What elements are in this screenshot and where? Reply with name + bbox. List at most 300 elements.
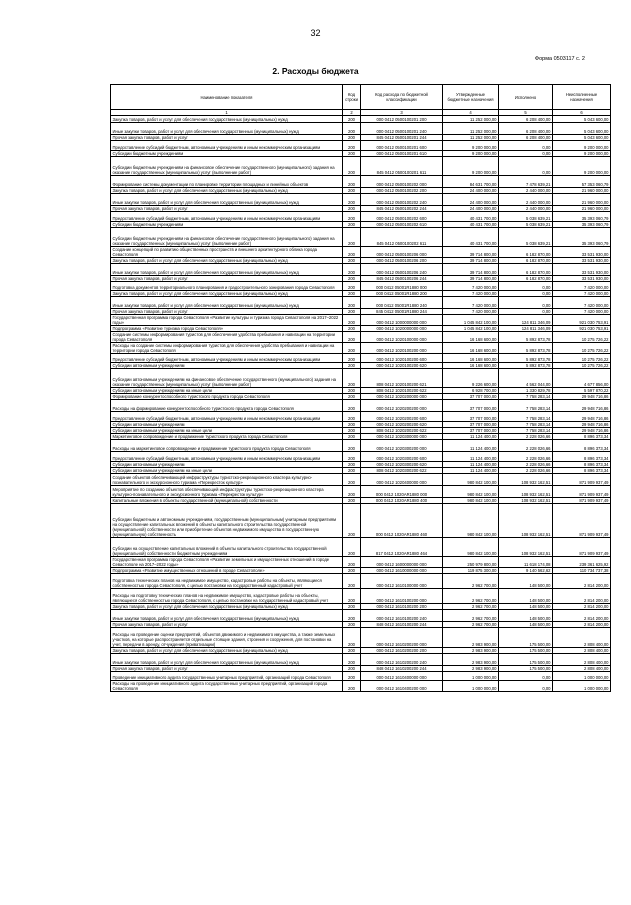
- row-approved: 24 400 000,00: [443, 206, 499, 212]
- row-line-code: 200: [343, 440, 361, 452]
- row-line-code: 200: [343, 681, 361, 692]
- row-kbk: 000 0412 1020100000 000: [361, 332, 443, 343]
- row-kbk: 000 0412 1020300000 000: [361, 434, 443, 440]
- row-name: Расходы на проведение оценки предприятий, объектов движимого и недвижимого имущества, а также земельных участков, на которые распространяется отдельные стоящие здания, строения и сооружения, для постановки на учет, передачи в аренду, отчуждения (приватизации): [111, 628, 343, 648]
- row-line-code: 200: [343, 486, 361, 498]
- table-row: [111, 123, 611, 135]
- table-row: [111, 538, 611, 557]
- column-number: 2: [343, 110, 361, 116]
- table-row: [111, 486, 611, 498]
- row-name: Субсидии автономным учреждениям: [111, 363, 343, 369]
- row-name: Иные закупки товаров, работ и услуг для обеспечения государственных (муниципальных) нужд: [111, 654, 343, 666]
- row-name: Расходы на создание системы информирования туристов для обеспечения удобства пребывания и навигации на территории города Севастополя: [111, 343, 343, 354]
- table-row: [111, 116, 611, 123]
- row-name: Субсидии на осуществление капитальных вложений в объекты капитального строительства государственной (муниципальной) собственности бюджетным учреждениям: [111, 538, 343, 557]
- row-approved: 2 962 700,00: [443, 610, 499, 622]
- row-name: Субсидии автономным учреждениям: [111, 422, 343, 428]
- row-line-code: 200: [343, 610, 361, 622]
- row-executed: 0,00: [499, 297, 553, 309]
- row-kbk: 000 0412 0500100202 000: [361, 176, 443, 188]
- row-executed: 148 500,00: [499, 622, 553, 628]
- row-executed: 148 500,00: [499, 604, 553, 610]
- row-name: Закупка товаров, работ и услуг для обеспечения государственных (муниципальных) нужд: [111, 648, 343, 654]
- row-line-code: 200: [343, 212, 361, 222]
- row-kbk: 000 0412 1610400200 000: [361, 681, 443, 692]
- column-number: 5: [499, 110, 553, 116]
- table-body: [111, 116, 611, 692]
- row-kbk: 000 0412 0500100201 600: [361, 141, 443, 151]
- row-approved: 7 420 000,00: [443, 297, 499, 309]
- row-executed: 108 932 162,51: [499, 474, 553, 486]
- row-executed: 0,00: [499, 141, 553, 151]
- row-name: Предоставление субсидий бюджетным, автономным учреждениям и иным некоммерческим организациям: [111, 141, 343, 151]
- row-line-code: 200: [343, 428, 361, 434]
- table-row: [111, 557, 611, 568]
- row-unexecuted: 29 948 716,86: [553, 422, 611, 428]
- row-unexecuted: 33 531 930,00: [553, 247, 611, 258]
- row-executed: 148 500,00: [499, 589, 553, 604]
- row-unexecuted: 110 734 737,38: [553, 568, 611, 574]
- row-line-code: 200: [343, 568, 361, 574]
- row-line-code: 200: [343, 151, 361, 157]
- row-line-code: 200: [343, 326, 361, 332]
- row-name: Иные закупки товаров, работ и услуг для обеспечения государственных (муниципальных) нужд: [111, 194, 343, 206]
- row-kbk: 000 0412 0500100202 200: [361, 188, 443, 194]
- row-kbk: 000 0412 1610100200 200: [361, 604, 443, 610]
- column-number: 4: [443, 110, 499, 116]
- row-executed: 6 208 400,00: [499, 123, 553, 135]
- row-name: Закупка товаров, работ и услуг для обеспечения государственных (муниципальных) нужд: [111, 604, 343, 610]
- row-name: Прочая закупка товаров, работ и услуг: [111, 666, 343, 672]
- row-approved: 39 714 800,00: [443, 276, 499, 282]
- row-kbk: 000 0412 0500100206 240: [361, 264, 443, 276]
- row-executed: 2 228 026,66: [499, 462, 553, 468]
- row-kbk: 000 0412 0500100201 610: [361, 151, 443, 157]
- row-line-code: 200: [343, 309, 361, 315]
- row-line-code: 200: [343, 604, 361, 610]
- row-unexecuted: 7 420 000,00: [553, 282, 611, 291]
- row-unexecuted: 29 948 716,86: [553, 412, 611, 422]
- row-name: Иные закупки товаров, работ и услуг для обеспечения государственных (муниципальных) нужд: [111, 610, 343, 622]
- row-unexecuted: 8 896 373,34: [553, 440, 611, 452]
- row-unexecuted: 8 896 373,34: [553, 468, 611, 474]
- row-line-code: 200: [343, 538, 361, 557]
- row-unexecuted: 1 000 000,00: [553, 681, 611, 692]
- row-approved: 2 962 700,00: [443, 604, 499, 610]
- row-line-code: 200: [343, 468, 361, 474]
- row-executed: 0,00: [499, 309, 553, 315]
- row-approved: 1 045 842 100,00: [443, 315, 499, 326]
- row-kbk: 000 0412 1020000000 000: [361, 326, 443, 332]
- row-unexecuted: 2 814 200,00: [553, 604, 611, 610]
- table-header-row: [111, 85, 611, 110]
- row-executed: 108 932 162,51: [499, 504, 553, 538]
- row-line-code: 200: [343, 434, 361, 440]
- row-approved: 2 962 700,00: [443, 574, 499, 589]
- column-number: 3: [361, 110, 443, 116]
- row-approved: 40 431 700,00: [443, 222, 499, 228]
- row-unexecuted: 2 808 400,00: [553, 628, 611, 648]
- row-unexecuted: 9 200 000,00: [553, 151, 611, 157]
- row-approved: 37 707 000,00: [443, 422, 499, 428]
- row-line-code: 200: [343, 400, 361, 412]
- row-kbk: 845 0412 0500100201 611: [361, 157, 443, 176]
- table-row: [111, 228, 611, 247]
- row-kbk: 000 0412 0500100201 200: [361, 116, 443, 123]
- row-approved: 37 707 000,00: [443, 428, 499, 434]
- row-executed: 1 330 829,78: [499, 388, 553, 394]
- row-kbk: 000 0412 1020300200 000: [361, 440, 443, 452]
- row-approved: 980 842 100,00: [443, 474, 499, 486]
- row-unexecuted: 2 808 400,00: [553, 648, 611, 654]
- row-unexecuted: 871 909 937,49: [553, 504, 611, 538]
- row-kbk: 000 0412 1020200200 600: [361, 412, 443, 422]
- row-kbk: 000 0412 1000000000 000: [361, 315, 443, 326]
- row-name: Субсидии бюджетным и автономным учреждениям, государственным (муниципальным) унитарным предприятиям на осуществление капитальных вложений в объекты капитального строительства государственной (муниципальной) собственности или приобретение объектов недвижимого имущества в государственную (муниципальную) собственность: [111, 504, 343, 538]
- table-row: [111, 412, 611, 422]
- row-kbk: 000 0412 1020400000 000: [361, 474, 443, 486]
- table-row: [111, 610, 611, 622]
- row-unexecuted: 921 030 753,91: [553, 315, 611, 326]
- row-unexecuted: 871 909 937,49: [553, 538, 611, 557]
- row-name: Расходы на подготовку технических планов на недвижимое имущество, кадастровые работы на объекты, являющиеся собственностью города Севастополя, с целью постановки на государственный кадастровый учет: [111, 589, 343, 604]
- row-name: Создание системы информирования туристов для обеспечения удобства пребывания и навигации на территории города Севастополя: [111, 332, 343, 343]
- row-approved: 7 420 000,00: [443, 282, 499, 291]
- row-name: Формирование системы документации по планировке территории площадных и линейных объектов: [111, 176, 343, 188]
- row-approved: 39 714 800,00: [443, 258, 499, 264]
- form-label: Форма 0503117 с. 2: [534, 56, 585, 62]
- row-unexecuted: 10 275 726,22: [553, 332, 611, 343]
- row-unexecuted: 8 896 373,34: [553, 434, 611, 440]
- row-line-code: 200: [343, 228, 361, 247]
- row-line-code: 200: [343, 498, 361, 504]
- row-unexecuted: 7 420 000,00: [553, 309, 611, 315]
- row-name: Мероприятие по созданию объектов обеспечивающей инфраструктуры туристско-рекреационного кластера культурно-познавательного и экскурсионного туризма «Перекресток культур»: [111, 486, 343, 498]
- row-unexecuted: 29 948 716,86: [553, 400, 611, 412]
- row-name: Маркетинговое сопровождение и продвижение туристского продукта города Севастополя: [111, 434, 343, 440]
- row-executed: 5 892 873,78: [499, 332, 553, 343]
- row-name: Прочая закупка товаров, работ и услуг: [111, 622, 343, 628]
- row-executed: 108 932 162,51: [499, 538, 553, 557]
- table-row: [111, 440, 611, 452]
- row-unexecuted: 33 531 930,00: [553, 258, 611, 264]
- row-approved: 980 842 100,00: [443, 498, 499, 504]
- row-line-code: 200: [343, 363, 361, 369]
- row-name: Предоставление субсидий бюджетным, автономным учреждениям и иным некоммерческим организациям: [111, 452, 343, 462]
- row-executed: 175 500,00: [499, 654, 553, 666]
- table-row: [111, 672, 611, 681]
- row-name: Предоставление субсидий бюджетным, автономным учреждениям и иным некоммерческим организациям: [111, 354, 343, 363]
- row-approved: 40 431 700,00: [443, 212, 499, 222]
- header-name: Наименование показателя: [111, 85, 343, 110]
- row-approved: 16 168 600,00: [443, 332, 499, 343]
- row-executed: 7 758 283,14: [499, 400, 553, 412]
- row-name: Государственная программа города Севастополя «Развитие земельных и имущественных отношений в городе Севастополе на 2017–2022 годы»: [111, 557, 343, 568]
- row-line-code: 200: [343, 452, 361, 462]
- row-kbk: 817 0412 1020АR1880 464: [361, 538, 443, 557]
- table-row: [111, 332, 611, 343]
- row-kbk: 000 0412 0500100202 610: [361, 222, 443, 228]
- row-unexecuted: 2 814 200,00: [553, 622, 611, 628]
- table-row: [111, 400, 611, 412]
- table-row: [111, 574, 611, 589]
- row-line-code: 200: [343, 557, 361, 568]
- row-name: Субсидии бюджетным учреждениям на финансовое обеспечение государственного (муниципального) задания на оказание государственных (муниципальных) услуг (выполнение работ): [111, 228, 343, 247]
- row-approved: 2 983 900,00: [443, 648, 499, 654]
- row-approved: 119 875 300,00: [443, 568, 499, 574]
- row-executed: 2 228 026,66: [499, 468, 553, 474]
- row-unexecuted: 29 948 716,86: [553, 394, 611, 400]
- row-unexecuted: 4 677 856,00: [553, 369, 611, 388]
- row-unexecuted: 9 200 000,00: [553, 157, 611, 176]
- row-executed: 108 932 162,51: [499, 498, 553, 504]
- row-unexecuted: 29 948 716,86: [553, 428, 611, 434]
- table-row: [111, 247, 611, 258]
- row-line-code: 200: [343, 258, 361, 264]
- row-unexecuted: 35 393 060,79: [553, 222, 611, 228]
- row-line-code: 200: [343, 135, 361, 141]
- row-executed: 5 038 639,21: [499, 222, 553, 228]
- row-name: Формирование конкурентоспособного туристского продукта города Севастополя: [111, 394, 343, 400]
- row-unexecuted: 1 000 000,00: [553, 672, 611, 681]
- row-name: Субсидии автономным учреждениям на иные цели: [111, 428, 343, 434]
- row-line-code: 200: [343, 332, 361, 343]
- row-executed: 124 811 346,09: [499, 326, 553, 332]
- row-unexecuted: 871 909 937,49: [553, 474, 611, 486]
- row-kbk: 000 0412 05001R1880 000: [361, 282, 443, 291]
- row-name: Субсидии бюджетным учреждениям на финансовое обеспечение государственного (муниципального) задания на оказание государственных (муниципальных) услуг (выполнение работ): [111, 157, 343, 176]
- row-kbk: 000 0412 05001R1880 200: [361, 291, 443, 297]
- header-line-code: Код строки: [343, 85, 361, 110]
- row-executed: 2 440 000,00: [499, 206, 553, 212]
- row-kbk: 000 0412 1610100200 000: [361, 589, 443, 604]
- expenses-table: [110, 84, 611, 692]
- row-unexecuted: 35 393 060,79: [553, 228, 611, 247]
- row-unexecuted: 2 814 200,00: [553, 589, 611, 604]
- row-approved: 84 631 700,00: [443, 176, 499, 188]
- row-unexecuted: 871 909 937,49: [553, 486, 611, 498]
- row-kbk: 000 0412 1610000000 000: [361, 568, 443, 574]
- row-approved: 37 707 000,00: [443, 412, 499, 422]
- row-unexecuted: 7 420 000,00: [553, 291, 611, 297]
- expenses-table-wrapper: [110, 84, 610, 692]
- section-title: 2. Расходы бюджета: [272, 66, 359, 76]
- row-kbk: 845 0412 0500100201 244: [361, 135, 443, 141]
- row-approved: 250 979 800,00: [443, 557, 499, 568]
- row-name: Проведение инициативного аудита государственных унитарных предприятий, организаций города Севастополя: [111, 672, 343, 681]
- row-executed: 0,00: [499, 681, 553, 692]
- row-name: Прочая закупка товаров, работ и услуг: [111, 135, 343, 141]
- row-executed: 124 811 346,09: [499, 315, 553, 326]
- row-approved: 11 124 400,00: [443, 468, 499, 474]
- row-line-code: 200: [343, 315, 361, 326]
- row-unexecuted: 921 030 753,91: [553, 326, 611, 332]
- row-name: Расходы на формирование конкурентоспособного туристского продукта города Севастополя: [111, 400, 343, 412]
- row-name: Прочая закупка товаров, работ и услуг: [111, 206, 343, 212]
- row-approved: 11 124 400,00: [443, 462, 499, 468]
- row-approved: 16 168 600,00: [443, 354, 499, 363]
- row-name: Государственная программа города Севастополя «Развитие культуры и туризма города Севастополя на 2017–2022 годы»: [111, 315, 343, 326]
- row-unexecuted: 8 896 373,34: [553, 452, 611, 462]
- row-unexecuted: 10 275 726,22: [553, 363, 611, 369]
- row-name: Расходы на проведение инициативного аудита государственных унитарных предприятий, организаций города Севастополя: [111, 681, 343, 692]
- row-kbk: 000 0412 1020200200 000: [361, 400, 443, 412]
- row-kbk: 000 0412 1610200200 000: [361, 628, 443, 648]
- row-unexecuted: 2 808 400,00: [553, 654, 611, 666]
- header-unexecuted: Неисполненные назначения: [553, 85, 611, 110]
- row-executed: 0,00: [499, 157, 553, 176]
- row-name: Субсидии автономным учреждениям на иные цели: [111, 468, 343, 474]
- row-executed: 7 758 283,14: [499, 422, 553, 428]
- row-line-code: 200: [343, 462, 361, 468]
- table-row: [111, 343, 611, 354]
- table-row: [111, 157, 611, 176]
- row-name: Прочая закупка товаров, работ и услуг: [111, 309, 343, 315]
- row-approved: 9 226 600,00: [443, 369, 499, 388]
- row-kbk: 845 0412 0500100202 244: [361, 206, 443, 212]
- row-executed: 175 500,00: [499, 666, 553, 672]
- row-executed: 6 182 870,00: [499, 247, 553, 258]
- row-unexecuted: 5 043 600,00: [553, 123, 611, 135]
- row-kbk: 000 0412 0500100206 200: [361, 258, 443, 264]
- row-approved: 7 420 000,00: [443, 291, 499, 297]
- table-row: [111, 452, 611, 462]
- row-approved: 2 962 700,00: [443, 622, 499, 628]
- row-unexecuted: 2 808 400,00: [553, 666, 611, 672]
- row-line-code: 200: [343, 672, 361, 681]
- row-name: Субсидии автономным учреждениям: [111, 462, 343, 468]
- row-name: Прочая закупка товаров, работ и услуг: [111, 276, 343, 282]
- row-line-code: 200: [343, 194, 361, 206]
- row-line-code: 200: [343, 574, 361, 589]
- row-executed: 2 228 026,66: [499, 440, 553, 452]
- row-unexecuted: 21 960 000,00: [553, 206, 611, 212]
- row-name: Закупка товаров, работ и услуг для обеспечения государственных (муниципальных) нужд: [111, 188, 343, 194]
- row-kbk: 000 0412 1020200200 620: [361, 422, 443, 428]
- row-line-code: 200: [343, 394, 361, 400]
- row-line-code: 200: [343, 654, 361, 666]
- row-kbk: 000 0412 1020300200 600: [361, 452, 443, 462]
- row-unexecuted: 33 531 930,00: [553, 276, 611, 282]
- row-unexecuted: 5 043 600,00: [553, 135, 611, 141]
- row-line-code: 200: [343, 116, 361, 123]
- row-kbk: 000 0412 1020200000 000: [361, 394, 443, 400]
- row-kbk: 845 0412 0500100202 611: [361, 228, 443, 247]
- row-executed: 2 228 026,66: [499, 434, 553, 440]
- row-line-code: 200: [343, 188, 361, 194]
- row-approved: 9 200 000,00: [443, 151, 499, 157]
- table-row: [111, 315, 611, 326]
- row-approved: 40 431 700,00: [443, 228, 499, 247]
- row-executed: 6 182 870,00: [499, 264, 553, 276]
- row-line-code: 200: [343, 474, 361, 486]
- row-executed: 0,00: [499, 282, 553, 291]
- row-kbk: 000 0412 0500100201 240: [361, 123, 443, 135]
- row-name: Субсидии бюджетным учреждениям: [111, 151, 343, 157]
- row-approved: 11 124 400,00: [443, 440, 499, 452]
- row-line-code: 200: [343, 176, 361, 188]
- row-kbk: 848 0412 1610200200 244: [361, 666, 443, 672]
- row-kbk: 000 0412 1020100200 000: [361, 343, 443, 354]
- table-row: [111, 474, 611, 486]
- row-executed: 2 440 000,00: [499, 188, 553, 194]
- row-name: Предоставление субсидий бюджетным, автономным учреждениям и иным некоммерческим организациям: [111, 212, 343, 222]
- header-approved: Утвержденные бюджетные назначения: [443, 85, 499, 110]
- row-line-code: 200: [343, 206, 361, 212]
- row-executed: 5 892 873,78: [499, 343, 553, 354]
- row-line-code: 200: [343, 247, 361, 258]
- row-approved: 6 928 700,00: [443, 388, 499, 394]
- row-line-code: 200: [343, 369, 361, 388]
- row-unexecuted: 871 909 937,49: [553, 498, 611, 504]
- table-row: [111, 264, 611, 276]
- row-approved: 9 200 000,00: [443, 141, 499, 151]
- row-executed: 5 038 639,21: [499, 212, 553, 222]
- row-executed: 5 892 873,78: [499, 354, 553, 363]
- row-line-code: 200: [343, 276, 361, 282]
- row-unexecuted: 10 275 726,22: [553, 354, 611, 363]
- row-approved: 11 252 000,00: [443, 116, 499, 123]
- table-row: [111, 369, 611, 388]
- row-kbk: 000 0412 1610100000 000: [361, 574, 443, 589]
- row-approved: 11 124 400,00: [443, 434, 499, 440]
- row-kbk: 000 0412 0500100202 600: [361, 212, 443, 222]
- row-kbk: 000 0412 1020АR1880 460: [361, 504, 443, 538]
- row-name: Подпрограмма «Развитие туризма города Севастополя»: [111, 326, 343, 332]
- table-row: [111, 681, 611, 692]
- row-executed: 5 892 873,78: [499, 363, 553, 369]
- row-kbk: 808 0412 1020200200 622: [361, 428, 443, 434]
- table-row: [111, 194, 611, 206]
- row-approved: 1 000 000,00: [443, 672, 499, 681]
- row-line-code: 200: [343, 123, 361, 135]
- row-executed: 6 182 870,00: [499, 276, 553, 282]
- column-number: 6: [553, 110, 611, 116]
- row-approved: 16 168 600,00: [443, 363, 499, 369]
- row-approved: 1 000 000,00: [443, 681, 499, 692]
- row-line-code: 200: [343, 648, 361, 654]
- row-approved: 11 252 000,00: [443, 135, 499, 141]
- row-line-code: 200: [343, 297, 361, 309]
- header-kbk: Код расхода по бюджетной классификации: [361, 85, 443, 110]
- row-executed: 0,00: [499, 672, 553, 681]
- row-line-code: 200: [343, 628, 361, 648]
- row-line-code: 200: [343, 589, 361, 604]
- row-kbk: 848 0412 1610100200 244: [361, 622, 443, 628]
- row-unexecuted: 21 960 000,00: [553, 194, 611, 206]
- row-kbk: 000 0412 0500100202 240: [361, 194, 443, 206]
- row-unexecuted: 7 420 000,00: [553, 297, 611, 309]
- row-kbk: 808 0412 1020100200 621: [361, 369, 443, 388]
- row-approved: 11 252 000,00: [443, 123, 499, 135]
- table-row: [111, 654, 611, 666]
- row-executed: 148 500,00: [499, 610, 553, 622]
- row-unexecuted: 21 960 000,00: [553, 188, 611, 194]
- row-unexecuted: 2 814 200,00: [553, 610, 611, 622]
- row-name: Субсидии автономным учреждениям на финансовое обеспечение государственного (муниципального) задания на оказание государственных (муниципальных) услуг (выполнение работ): [111, 369, 343, 388]
- row-line-code: 200: [343, 222, 361, 228]
- row-approved: 24 400 000,00: [443, 188, 499, 194]
- row-approved: 980 842 100,00: [443, 504, 499, 538]
- row-kbk: 000 0412 1610100200 240: [361, 610, 443, 622]
- table-row: [111, 282, 611, 291]
- row-approved: 2 962 700,00: [443, 589, 499, 604]
- table-row: [111, 628, 611, 648]
- table-row: [111, 297, 611, 309]
- row-approved: 1 045 842 100,00: [443, 326, 499, 332]
- row-name: Закупка товаров, работ и услуг для обеспечения государственных (муниципальных) нужд: [111, 116, 343, 123]
- row-line-code: 200: [343, 622, 361, 628]
